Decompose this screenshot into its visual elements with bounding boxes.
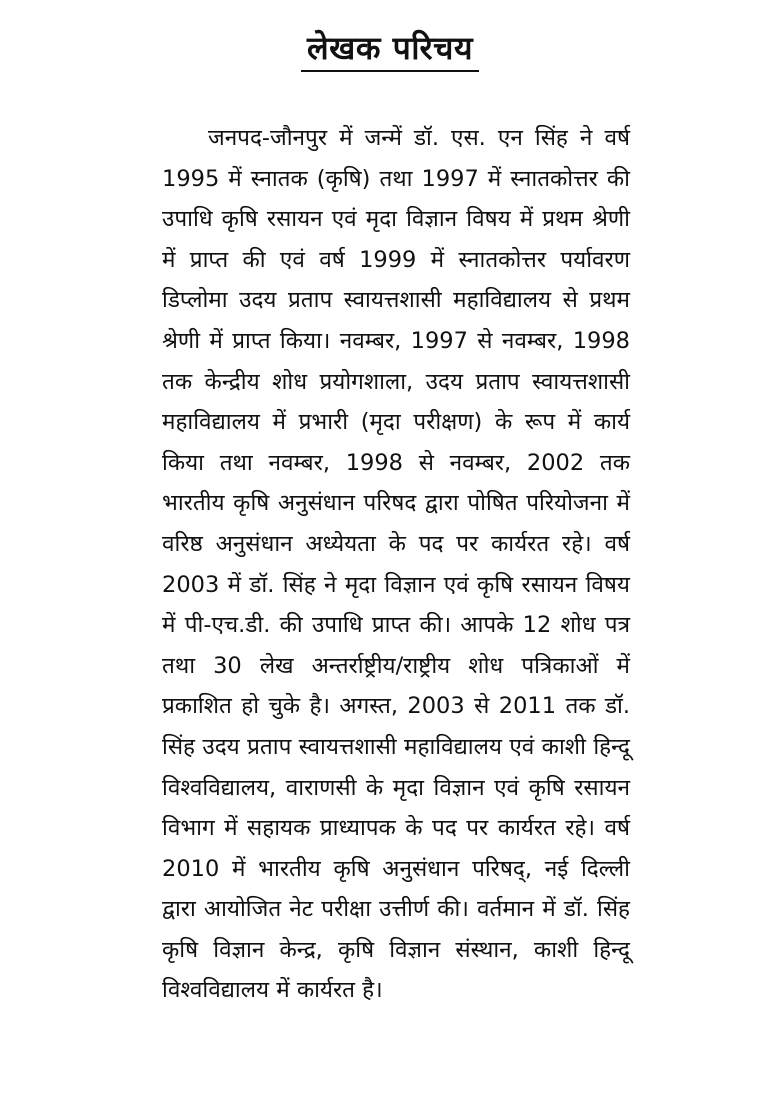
page-title: लेखक परिचय (301, 28, 479, 72)
author-bio-paragraph: जनपद-जौनपुर में जन्में डॉ. एस. एन सिंह ने वर्ष 1995 में स्नातक (कृषि) तथा 1997 में स्नातकोत्तर की उपाधि कृषि रसायन एवं मृदा विज्ञान विषय में प्रथम श्रेणी में प्राप्त की एवं वर्ष 1999 में स्नातकोत्तर पर्यावरण डिप्लोमा उदय प्रताप स्वायत्तशासी महाविद्यालय से प्रथम श्रेणी में प्राप्त किया। नवम्बर, 1997 से नवम्बर, 1998 तक केन्द्रीय शोध प्रयोगशाला, उदय प्रताप स्वायत्तशासी महाविद्यालय में प्रभारी (मृदा परीक्षण) के रूप में कार्य किया तथा नवम्बर, 1998 से नवम्बर, 2002 तक भारतीय कृषि अनुसंधान परिषद द्वारा पोषित परियोजना में वरिष्ठ अनुसंधान अध्येयता के पद पर कार्यरत रहे। वर्ष 2003 में डॉ. सिंह ने मृदा विज्ञान एवं कृषि रसायन विषय में पी-एच.डी. की उपाधि प्राप्त की। आपके 12 शोध पत्र तथा 30 लेख अन्तर्राष्ट्रीय/राष्ट्रीय शोध पत्रिकाओं में प्रकाशित हो चुके है। अगस्त, 2003 से 2011 तक डॉ. सिंह उदय प्रताप स्वायत्तशासी महाविद्यालय एवं काशी हिन्दू विश्वविद्यालय, वाराणसी के मृदा विज्ञान एवं कृषि रसायन विभाग में सहायक प्राध्यापक के पद पर कार्यरत रहे। वर्ष 2010 में भारतीय कृषि अनुसंधान परिषद्, नई दिल्ली द्वारा आयोजित नेट परीक्षा उत्तीर्ण की। वर्तमान में डॉ. सिंह कृषि विज्ञान केन्द्र, कृषि विज्ञान संस्थान, काशी हिन्दू विश्वविद्यालय में कार्यरत है। (162, 125, 630, 1004)
heading-container (0, 28, 780, 72)
